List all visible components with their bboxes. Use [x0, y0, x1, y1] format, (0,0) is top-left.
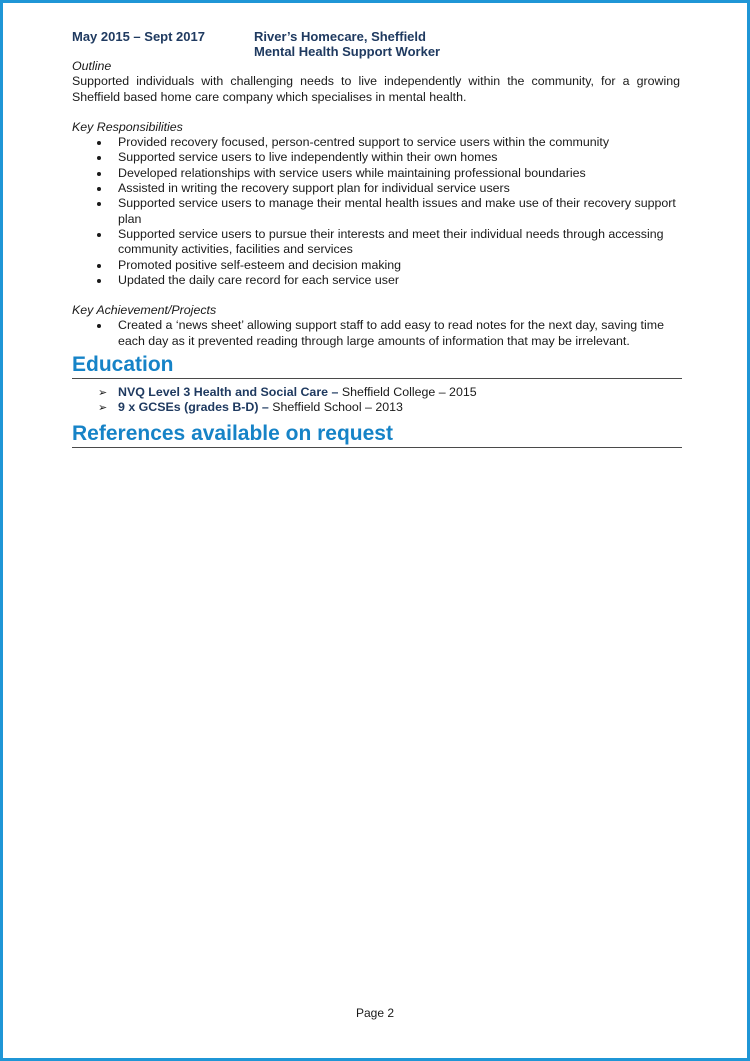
responsibilities-list	[72, 135, 680, 288]
bullet-icon	[97, 141, 101, 145]
list-item: Assisted in writing the recovery support plan for individual service users	[72, 181, 680, 196]
achievements-label: Key Achievement/Projects	[72, 303, 217, 318]
list-item: Supported service users to pursue their interests and meet their individual needs through accessing community activities, facilities and services	[72, 227, 680, 258]
bullet-icon	[97, 233, 101, 237]
list-item: ➢ 9 x GCSEs (grades B-D) – Sheffield School – 2013	[98, 400, 403, 415]
job-dates: May 2015 – Sept 2017	[72, 29, 205, 44]
job-role: Mental Health Support Worker	[254, 44, 441, 59]
outline-label: Outline	[72, 59, 112, 73]
outline-text: Supported individuals with challenging needs to live independently within the community, for a growing Sheffield based home care company which specialises in mental health.	[72, 74, 680, 104]
bullet-icon	[97, 264, 101, 268]
list-item: Developed relationships with service users while maintaining professional boundaries	[72, 166, 680, 181]
list-item: Promoted positive self-esteem and decision making	[72, 258, 680, 273]
cv-content	[72, 59, 680, 448]
arrow-bullet-icon: ➢	[98, 401, 108, 415]
bullet-icon	[97, 202, 101, 206]
list-item: Supported service users to manage their mental health issues and make use of their recovery support plan	[72, 196, 680, 227]
achievements-list	[72, 318, 680, 349]
job-employer: River’s Homecare, Sheffield	[254, 29, 426, 44]
list-item: Updated the daily care record for each service user	[72, 273, 680, 288]
list-item: Provided recovery focused, person-centred support to service users within the community	[72, 135, 680, 150]
list-item: ➢ NVQ Level 3 Health and Social Care – Sheffield College – 2015	[98, 385, 477, 400]
list-item: Created a ‘news sheet’ allowing support staff to add easy to read notes for the next day, saving time each day as it prevented reading through large amounts of information that may be irrelevant.	[72, 318, 680, 349]
list-item: Supported service users to live independently within their own homes	[72, 150, 680, 165]
bullet-icon	[97, 172, 101, 176]
page-number: Page 2	[355, 1006, 395, 1020]
education-heading: Education	[72, 353, 682, 379]
bullet-icon	[97, 187, 101, 191]
bullet-icon	[97, 279, 101, 283]
arrow-bullet-icon: ➢	[98, 386, 108, 400]
bullet-icon	[97, 156, 101, 160]
references-heading: References available on request	[72, 422, 682, 448]
education-list	[72, 385, 680, 416]
responsibilities-label: Key Responsibilities	[72, 119, 183, 134]
bullet-icon	[97, 324, 101, 328]
